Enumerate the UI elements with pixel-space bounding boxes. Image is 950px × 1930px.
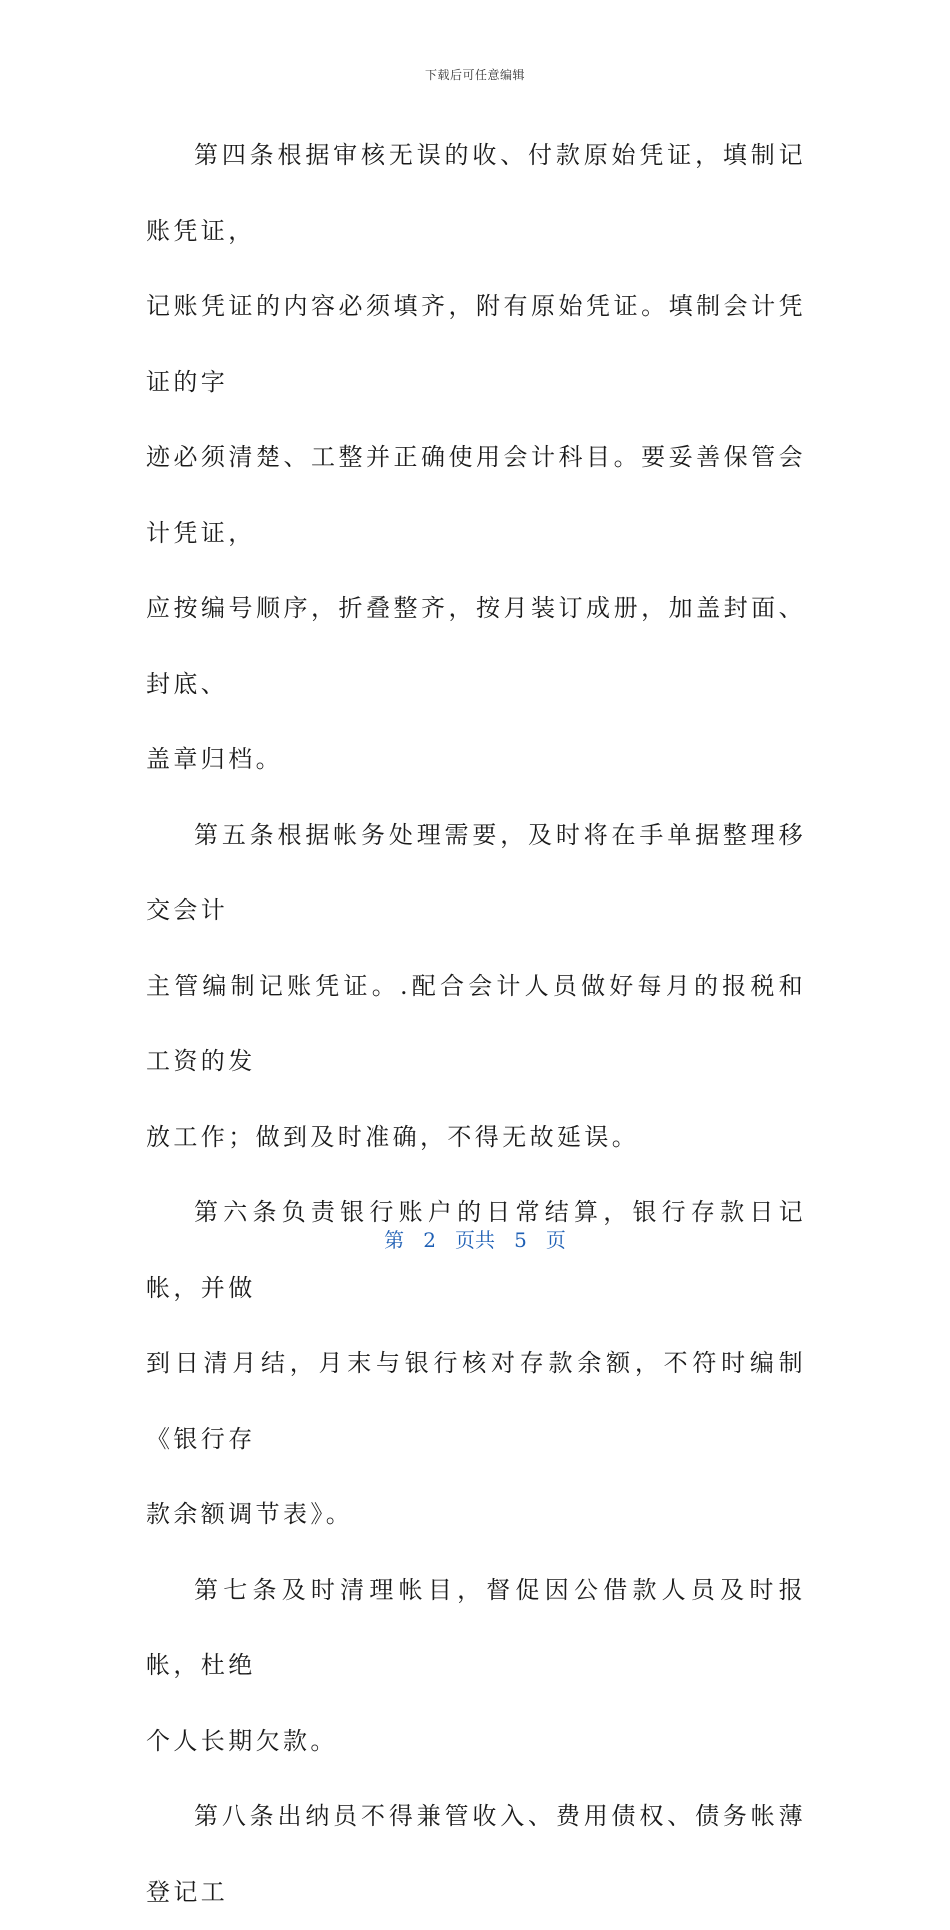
text-line: 第五条根据帐务处理需要，及时将在手单据整理移交会计 bbox=[146, 820, 806, 924]
text-line: 盖章归档。 bbox=[146, 745, 283, 773]
text-line: 个人长期欠款。 bbox=[146, 1726, 338, 1755]
text-line: 迹必须清楚、工整并正确使用会计科目。要妥善保管会计凭证， bbox=[146, 443, 806, 547]
text-line: 到日清月结，月末与银行核对存款余额，不符时编制《银行存 bbox=[146, 1349, 806, 1453]
text-line: 应按编号顺序，折叠整齐，按月装订成册，加盖封面、封底、 bbox=[146, 594, 806, 698]
text-line: 款余额调节表》。 bbox=[146, 1500, 354, 1528]
page-header: 下载后可任意编辑 bbox=[424, 68, 525, 82]
text-line: 放工作；做到及时准确，不得无故延误。 bbox=[146, 1122, 640, 1151]
text-line: 主管编制记账凭证。.配合会计人员做好每月的报税和工资的发 bbox=[146, 971, 806, 1075]
text-line: 第七条及时清理帐目，督促因公借款人员及时报帐，杜绝 bbox=[146, 1575, 806, 1679]
page-number-footer bbox=[0, 1224, 950, 1253]
footer-prefix: 第 bbox=[384, 1228, 405, 1252]
footer-suffix: 页 bbox=[545, 1228, 566, 1252]
article-5-paragraph bbox=[146, 798, 806, 1176]
text-line: 第八条出纳员不得兼管收入、费用债权、债务帐薄登记工 bbox=[146, 1802, 806, 1906]
footer-middle: 页共 bbox=[455, 1228, 495, 1252]
text-line: 第六条负责银行账户的日常结算，银行存款日记帐，并做 bbox=[146, 1198, 806, 1302]
article-8-paragraph bbox=[146, 1779, 806, 1930]
article-7-paragraph bbox=[146, 1553, 806, 1780]
current-page-number: 2 bbox=[423, 1228, 436, 1252]
total-pages-number: 5 bbox=[514, 1228, 527, 1252]
document-body bbox=[146, 118, 806, 1930]
text-line: 记账凭证的内容必须填齐，附有原始凭证。填制会计凭证的字 bbox=[146, 292, 806, 396]
article-4-paragraph bbox=[146, 118, 806, 798]
text-line: 第四条根据审核无误的收、付款原始凭证，填制记账凭证， bbox=[146, 141, 806, 245]
